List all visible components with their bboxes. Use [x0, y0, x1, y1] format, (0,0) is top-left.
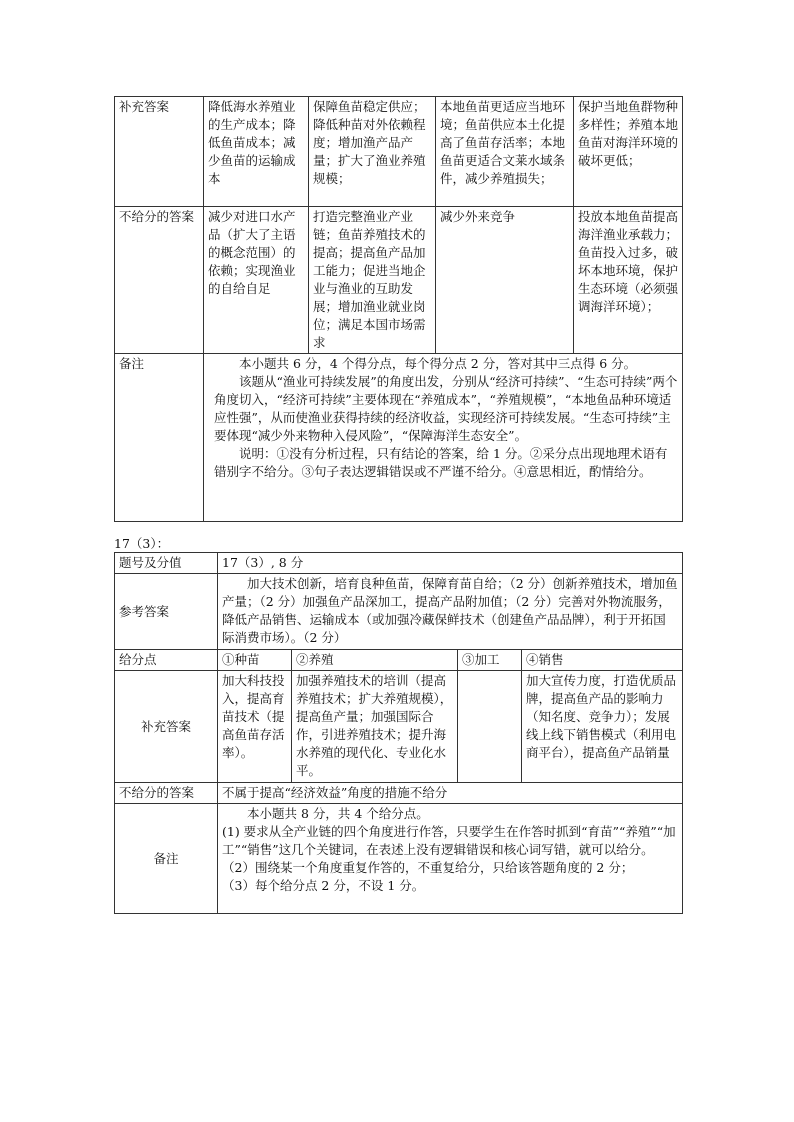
cell: 保护当地鱼群物种多样性；养殖本地鱼苗对海洋环境的破坏更低；: [574, 97, 683, 207]
point-processing: ③加工: [458, 650, 522, 671]
row-label: 给分点: [115, 650, 218, 671]
note-cell: [204, 354, 683, 522]
point-sales: ④销售: [522, 650, 683, 671]
cell: 打造完整渔业产业链；鱼苗养殖技术的提高；提高鱼产品加工能力；促进当地企业与渔业的互助发展；增加渔业就业岗位；满足本国市场需求: [309, 207, 436, 354]
note-line: （3）每个给分点 2 分，不设 1 分。: [222, 878, 425, 893]
section-label: 17（3）：: [114, 536, 170, 551]
cell: 加强养殖技术的培训（提高养殖技术；扩大养殖规模），提高鱼产量；加强国际合作，引进养殖技术；提升海水养殖的现代化、专业化水平。: [292, 671, 458, 783]
table-row: [115, 97, 683, 207]
cell: 保障鱼苗稳定供应；降低种苗对外依赖程度；增加渔产品产量；扩大了渔业养殖规模；: [309, 97, 436, 207]
note-paragraph: 本小题共 6 分，4 个得分点，每个得分点 2 分，答对其中三点得 6 分。: [239, 356, 637, 371]
table-row: [115, 650, 683, 671]
point-breeding: ②养殖: [292, 650, 458, 671]
note-cell: [218, 804, 683, 914]
row-label: 补充答案: [115, 97, 204, 207]
cell: 减少外来竞争: [436, 207, 574, 354]
table-row: [115, 574, 683, 650]
cell: 本地鱼苗更适应当地环境；鱼苗供应本土化提高了鱼苗存活率；本地鱼苗更适合文莱水域条件，减少养殖损失；: [436, 97, 574, 207]
table-row: [115, 804, 683, 914]
row-label: 补充答案: [115, 671, 218, 783]
table-row: [115, 671, 683, 783]
point-seedling: ①种苗: [218, 650, 292, 671]
note-paragraph: 说明：①没有分析过程，只有结论的答案，给 1 分。②采分点出现地理术语有错别字不给分。③句子表达逻辑错误或不严谨不给分。④意思相近，酌情给分。: [214, 446, 668, 479]
note-line: 本小题共 8 分，共 4 个给分点。: [247, 806, 429, 821]
table-row: [115, 783, 683, 804]
table-row: [115, 553, 683, 574]
scoring-table-17-3: [114, 552, 683, 914]
cell: 降低海水养殖业的生产成本；降低鱼苗成本；减少鱼苗的运输成本: [204, 97, 309, 207]
row-label: 备注: [115, 354, 204, 522]
cell: 加大科技投入，提高育苗技术（提高鱼苗存活率）。: [218, 671, 292, 783]
cell: 不属于提高“经济效益”角度的措施不给分: [218, 783, 683, 804]
row-label: 不给分的答案: [115, 783, 218, 804]
cell: 加大技术创新，培育良种鱼苗，保障育苗自给；（2 分）创新养殖技术，增加鱼产量；（2 分）加强鱼产品深加工，提高产品附加值；（2 分）完善对外物流服务，降低产品销售、运输成本（或加强冷藏保鲜技术（创建鱼产品品牌），利于开拓国际消费市场）。（2 分）: [218, 574, 683, 650]
note-line: （2）围绕某一个角度重复作答的，不重复给分，只给该答题角度的 2 分；: [222, 860, 634, 875]
cell: 加大宣传力度，打造优质品牌，提高鱼产品的影响力（知名度、竞争力）；发展线上线下销售模式（利用电商平台），提高鱼产品销量: [522, 671, 683, 783]
cell: [458, 671, 522, 783]
cell: 减少对进口水产品（扩大了主语的概念范围）的依赖；实现渔业的自给自足: [204, 207, 309, 354]
note-paragraph: 该题从“渔业可持续发展”的角度出发，分别从“经济可持续”、“生态可持续”两个角度切入，“经济可持续”主要体现在“养殖成本”，“养殖规模”，“本地鱼品种环境适应性强”，从而使渔业获得持续的经济收益，实现经济可持续发展。“生态可持续”主要体现“减少外来物种入侵风险”，“保障海洋生态安全”。: [214, 374, 678, 443]
row-label: 不给分的答案: [115, 207, 204, 354]
table-row: [115, 354, 683, 522]
row-label: 备注: [115, 804, 218, 914]
table-row: [115, 207, 683, 354]
scoring-table-17-2: [114, 96, 683, 522]
row-label: 参考答案: [115, 574, 218, 650]
cell: 投放本地鱼苗提高海洋渔业承载力；鱼苗投入过多，破坏本地环境，保护生态环境（必须强调海洋环境）；: [574, 207, 683, 354]
note-line: (1) 要求从全产业链的四个角度进行作答，只要学生在作答时抓到“育苗”“养殖”“加工”“销售”这几个关键词，在表述上没有逻辑错误和核心词写错，就可以给分。: [222, 824, 676, 857]
cell: 17（3）, 8 分: [218, 553, 683, 574]
row-label: 题号及分值: [115, 553, 218, 574]
